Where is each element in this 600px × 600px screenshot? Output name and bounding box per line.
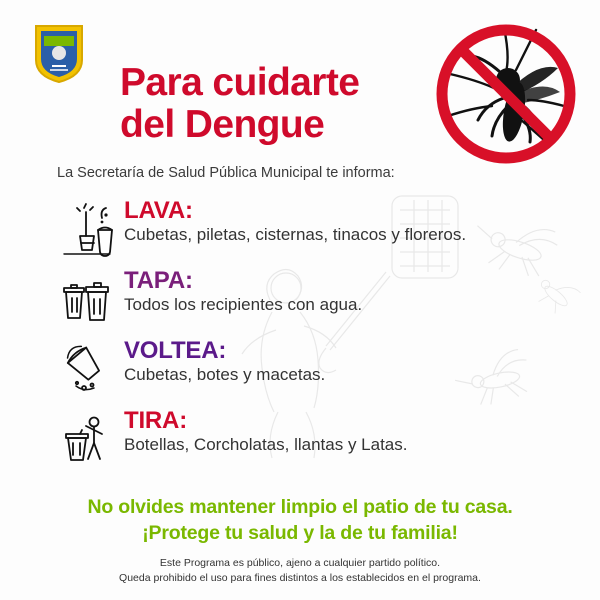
list-item [52,268,562,334]
steps-list [52,196,562,478]
step-title: TIRA: [124,407,187,434]
legal-notice [0,556,600,586]
step-description: Cubetas, botes y macetas. [124,365,326,385]
list-item [52,198,562,264]
step-title: TAPA: [124,267,193,294]
closing-message [0,496,600,545]
step-description: Todos los recipientes con agua. [124,295,363,315]
step-description: Cubetas, piletas, cisternas, tinacos y floreros. [124,225,467,245]
closing-line-2: ¡Protege tu salud y la de tu familia! [142,522,458,544]
page-title [120,62,450,146]
municipal-crest-icon [32,22,86,84]
list-item [52,408,562,474]
cleaning-bucket-broom-icon [58,202,114,260]
step-description: Botellas, Corcholatas, llantas y Latas. [124,435,408,455]
list-item [52,338,562,404]
headline-line-2: del Dengue [120,103,325,147]
step-title: LAVA: [124,197,193,224]
step-title: VOLTEA: [124,337,227,364]
person-throwing-trash-icon [58,412,114,470]
trash-bins-icon [58,272,114,330]
headline-line-1: Para cuidarte [120,61,360,104]
subtitle: La Secretaría de Salud Pública Municipal te informa: [57,165,395,181]
closing-line-1: No olvides mantener limpio el patio de tu casa. [87,496,513,518]
tipped-bucket-icon [58,342,114,400]
legal-line-2: Queda prohibido el uso para fines distintos a los establecidos en el programa. [119,572,481,585]
no-mosquito-icon [432,20,580,168]
legal-line-1: Este Programa es público, ajeno a cualquier partido político. [159,557,441,569]
